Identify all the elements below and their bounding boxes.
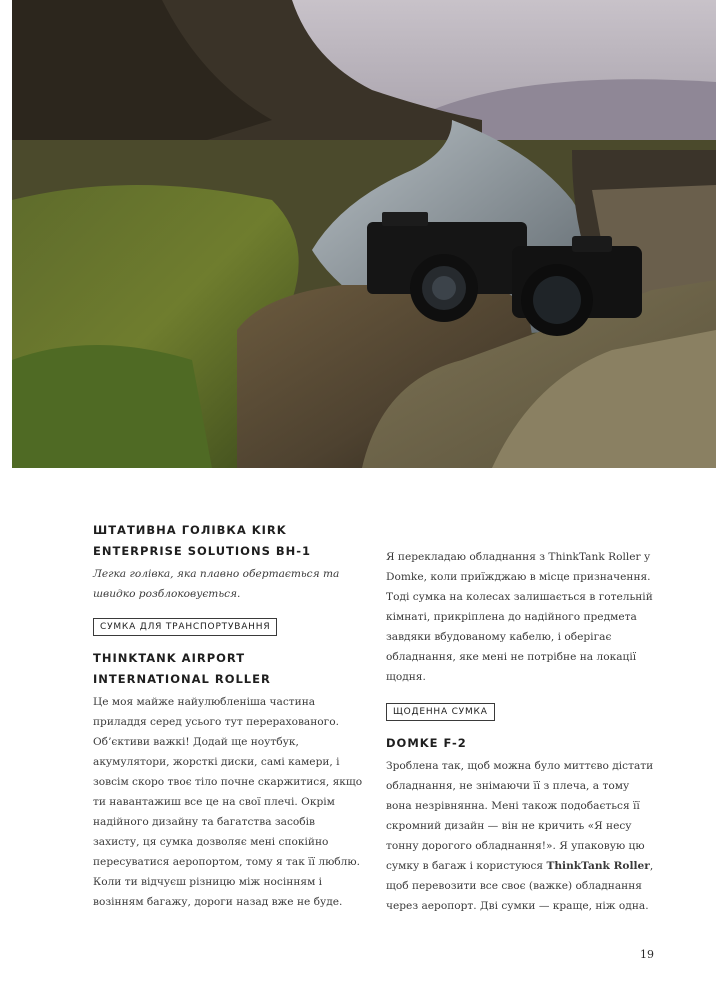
right-column	[386, 545, 658, 916]
section-text-domke	[386, 756, 658, 916]
domke-text-bold: ThinkTank Roller	[546, 860, 650, 872]
category-tag-daily-bag: ЩОДЕННА СУМКА	[386, 703, 495, 721]
intro-text: Я перекладаю обладнання з ThinkTank Roller у Domke, коли приїжджаю в місце призначення. Тоді сумка на колесах залишається в готельній кімнаті, прикріплена до надійного предмета завдяки вбудованому кабелю, і оберігає обладнання, яке мені не потрібне на локації щодня.	[386, 551, 653, 683]
section-heading-tripod-head: ШТАТИВНА ГОЛІВКА KIRK ENTERPRISE SOLUTIONS BH-1	[93, 523, 312, 558]
page-number: 19	[640, 948, 654, 961]
section-heading-domke: DOMKE F-2	[386, 736, 467, 750]
section-text-tripod-head: Легка голівка, яка плавно обертається та швидко розблоковується.	[93, 568, 340, 600]
section-heading-thinktank: THINKTANK AIRPORT INTERNATIONAL ROLLER	[93, 651, 271, 686]
left-column	[93, 520, 363, 912]
domke-text-part2: , щоб перевозити все своє (важке) обладнання через аеропорт. Дві сумки — краще, ніж одна.	[386, 860, 654, 912]
domke-text-part1: Зроблена так, щоб можна було миттєво дістати обладнання, не знімаючи її з плеча, а тому вона незрівнянна. Мені також подобається її скромний дизайн — він не кричить «Я несу тонну дорогого обладнання!». Я упаковую цю сумку в багаж і користуюся	[386, 760, 654, 872]
landscape-camera-photo	[12, 0, 716, 468]
category-tag-transport-bag: СУМКА ДЛЯ ТРАНСПОРТУВАННЯ	[93, 618, 277, 636]
hero-photo	[12, 0, 716, 468]
section-text-thinktank: Це моя майже найулюбленіша частина приладдя серед усього тут перерахованого. Об’єктиви важкі! Додай ще ноутбук, акумулятори, жорсткі диски, самі камери, і зовсім скоро твоє тіло почне скаржитися, якщо ти навантажиш все це на свої плечі. Окрім надійного дизайну та багатства засобів захисту, ця сумка дозволяє мені спокійно пересуватися аеропортом, тому я так її люблю. Коли ти відчуєш різницю між носінням і возінням багажу, дороги назад вже не буде.	[93, 696, 363, 908]
